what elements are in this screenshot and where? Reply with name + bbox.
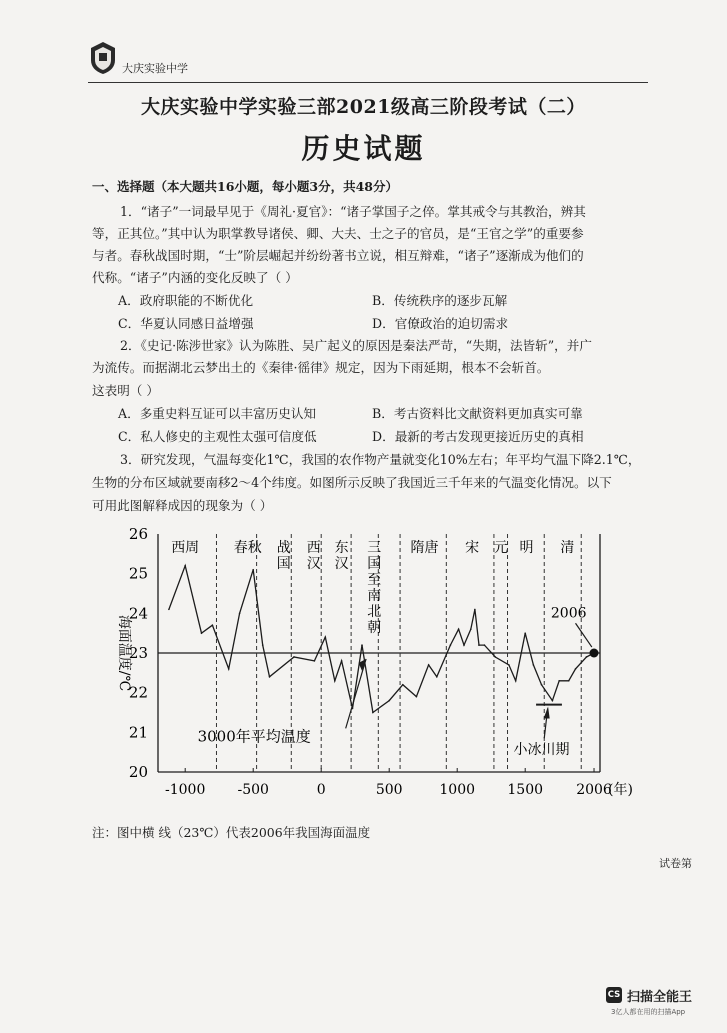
annotation-ice-age: 小冰川期 bbox=[513, 742, 570, 759]
data-point bbox=[558, 680, 560, 682]
period-label-char: 汉 bbox=[306, 556, 321, 572]
period-label-char: 朝 bbox=[367, 620, 382, 636]
question-1-line: 等，正其位。”其中认为职掌教导诸侯、卿、大夫、士之子的官员，是“王官之学”的重要参 bbox=[92, 226, 584, 241]
period-label: 隋唐 bbox=[410, 540, 439, 556]
period-label bbox=[307, 540, 321, 572]
annotation-2006: 2006 bbox=[550, 605, 587, 622]
school-name: 大庆实验中学 bbox=[122, 62, 188, 75]
data-point bbox=[269, 676, 271, 678]
period-label bbox=[367, 540, 381, 636]
period-label-char: 国 bbox=[276, 556, 291, 572]
data-point bbox=[341, 660, 343, 662]
data-point bbox=[450, 644, 452, 646]
question-3-line: 生物的分布区域就要南移2～4个纬度。如图所示反映了我国近三千年来的气温变化情况。以下 bbox=[92, 475, 612, 490]
endpoint-2006 bbox=[590, 649, 599, 658]
series-line bbox=[169, 566, 594, 713]
data-point bbox=[416, 696, 418, 698]
y-tick-label: 24 bbox=[128, 604, 148, 623]
data-point bbox=[515, 680, 517, 682]
y-tick-label: 23 bbox=[128, 644, 148, 662]
page-label: 试卷第 bbox=[659, 857, 692, 870]
data-point bbox=[361, 644, 363, 646]
question-1-line: 与者。春秋战国时期，“士”阶层崛起并纷纷著书立说，相互辩难，“诸子”逐渐成为他们的 bbox=[92, 248, 584, 263]
question-2-line: 这表明（ ） bbox=[92, 383, 159, 398]
question-2-line: 为流传。而据湖北云梦出土的《秦律·徭律》规定，因为下雨延期，根本不会斩首。 bbox=[92, 360, 550, 375]
question-2-option-c[interactable]: C．私人修史的主观性太强可信度低 bbox=[118, 429, 317, 444]
y-tick-label: 26 bbox=[128, 525, 148, 543]
school-logo bbox=[88, 40, 118, 76]
x-tick-label: 0 bbox=[316, 782, 326, 798]
period-label-char: 战 bbox=[276, 540, 291, 556]
data-point bbox=[458, 628, 460, 630]
period-label-char: 东 bbox=[334, 540, 349, 556]
data-point bbox=[552, 700, 554, 702]
period-label bbox=[335, 540, 349, 572]
question-3-line: 可用此图解释成因的现象为（ ） bbox=[92, 498, 273, 513]
data-point bbox=[262, 644, 264, 646]
question-2-option-b[interactable]: B．考古资料比文献资料更加真实可靠 bbox=[372, 406, 583, 421]
y-axis-label: 海面温度/℃ bbox=[116, 614, 132, 692]
scanner-app-name: 扫描全能王 bbox=[627, 990, 693, 1005]
y-tick-label: 22 bbox=[128, 683, 148, 702]
data-point bbox=[436, 676, 438, 678]
data-point bbox=[184, 565, 186, 567]
chart-note: 注：图中横 线（23℃）代表2006年我国海面温度 bbox=[92, 825, 371, 840]
x-tick-label: 2006 bbox=[576, 782, 612, 798]
scanner-logo-icon: CS bbox=[606, 987, 622, 1003]
y-tick-label: 20 bbox=[128, 763, 148, 781]
x-tick-label: 1500 bbox=[507, 782, 544, 798]
x-tick-label: -500 bbox=[237, 782, 269, 798]
annotation-2006-arrow bbox=[576, 623, 592, 647]
data-point bbox=[470, 628, 472, 630]
data-point bbox=[201, 632, 203, 634]
period-label: 清 bbox=[560, 540, 575, 556]
question-1-line: 1．“诸子”一词最早见于《周礼·夏官》：“诸子掌国子之倅。掌其戒令与其教治，辨其 bbox=[120, 204, 586, 219]
y-tick-label: 25 bbox=[128, 564, 148, 583]
data-point bbox=[293, 656, 295, 658]
period-label-char: 三 bbox=[367, 540, 382, 556]
data-point bbox=[541, 684, 543, 686]
temperature-series bbox=[168, 565, 598, 713]
data-point bbox=[463, 644, 465, 646]
x-tick-label: -1000 bbox=[165, 782, 206, 798]
data-point bbox=[334, 680, 336, 682]
data-point bbox=[388, 700, 390, 702]
data-point bbox=[402, 684, 404, 686]
question-2-option-d[interactable]: D．最新的考古发现更接近历史的真相 bbox=[372, 429, 584, 444]
period-label-char: 国 bbox=[367, 556, 382, 572]
data-point bbox=[524, 632, 526, 634]
data-point bbox=[324, 636, 326, 638]
period-label: 西周 bbox=[171, 540, 200, 556]
data-point bbox=[568, 680, 570, 682]
question-1-option-a[interactable]: A．政府职能的不断优化 bbox=[118, 293, 254, 308]
data-point bbox=[314, 660, 316, 662]
question-2-option-a[interactable]: A．多重史料互证可以丰富历史认知 bbox=[118, 406, 317, 421]
period-label-char: 汉 bbox=[334, 556, 349, 572]
exam-title: 大庆实验中学实验三部2021级高三阶段考试（二） bbox=[141, 96, 586, 118]
question-1-option-b[interactable]: B．传统秩序的逐步瓦解 bbox=[372, 293, 508, 308]
period-label: 春秋 bbox=[233, 540, 262, 556]
subject-title: 历史试题 bbox=[301, 132, 426, 165]
data-point bbox=[474, 609, 476, 611]
period-label: 宋 bbox=[465, 540, 480, 556]
period-label-char: 西 bbox=[306, 540, 321, 556]
data-point bbox=[484, 644, 486, 646]
data-point bbox=[372, 712, 374, 714]
period-label bbox=[277, 539, 291, 572]
data-point bbox=[252, 569, 254, 571]
school-header bbox=[88, 40, 648, 83]
y-tick-label: 21 bbox=[128, 723, 148, 742]
data-point bbox=[239, 613, 241, 615]
x-axis-label: (年) bbox=[608, 782, 633, 798]
period-label: 明 bbox=[519, 540, 534, 556]
data-point bbox=[494, 656, 496, 658]
reference-label: 3000年平均温度 bbox=[197, 727, 311, 746]
period-label-char: 南 bbox=[367, 588, 382, 604]
data-point bbox=[168, 609, 170, 611]
data-point bbox=[478, 644, 480, 646]
section-heading: 一、选择题（本大题共16小题，每小题3分，共48分） bbox=[92, 179, 398, 194]
x-tick-label: 1000 bbox=[439, 782, 476, 798]
data-point bbox=[228, 668, 230, 670]
period-label-char: 至 bbox=[367, 572, 382, 588]
temperature-chart bbox=[100, 520, 640, 810]
question-1-option-c[interactable]: C．华夏认同感日益增强 bbox=[118, 316, 254, 331]
data-point bbox=[212, 624, 214, 626]
question-3-line: 3．研究发现，气温每变化1℃，我国的农作物产量就变化10%左右；年平均气温下降2.1℃， bbox=[120, 452, 641, 467]
data-point bbox=[508, 664, 510, 666]
x-tick-label: 500 bbox=[375, 782, 403, 798]
data-point bbox=[586, 656, 588, 658]
data-point bbox=[533, 664, 535, 666]
question-1-line: 代称。“诸子”内涵的变化反映了（ ） bbox=[92, 270, 298, 285]
period-labels bbox=[171, 539, 574, 636]
question-2-line: 2．《史记·陈涉世家》认为陈胜、吴广起义的原因是秦法严苛，“失期，法皆斩”，并广 bbox=[120, 338, 592, 353]
period-label: 元 bbox=[493, 540, 508, 556]
data-point bbox=[575, 668, 577, 670]
question-1-option-d[interactable]: D．官僚政治的迫切需求 bbox=[372, 316, 509, 331]
scanner-tagline: 3亿人都在用的扫描App bbox=[611, 1008, 686, 1016]
data-point bbox=[428, 664, 430, 666]
period-label-char: 北 bbox=[367, 604, 382, 620]
